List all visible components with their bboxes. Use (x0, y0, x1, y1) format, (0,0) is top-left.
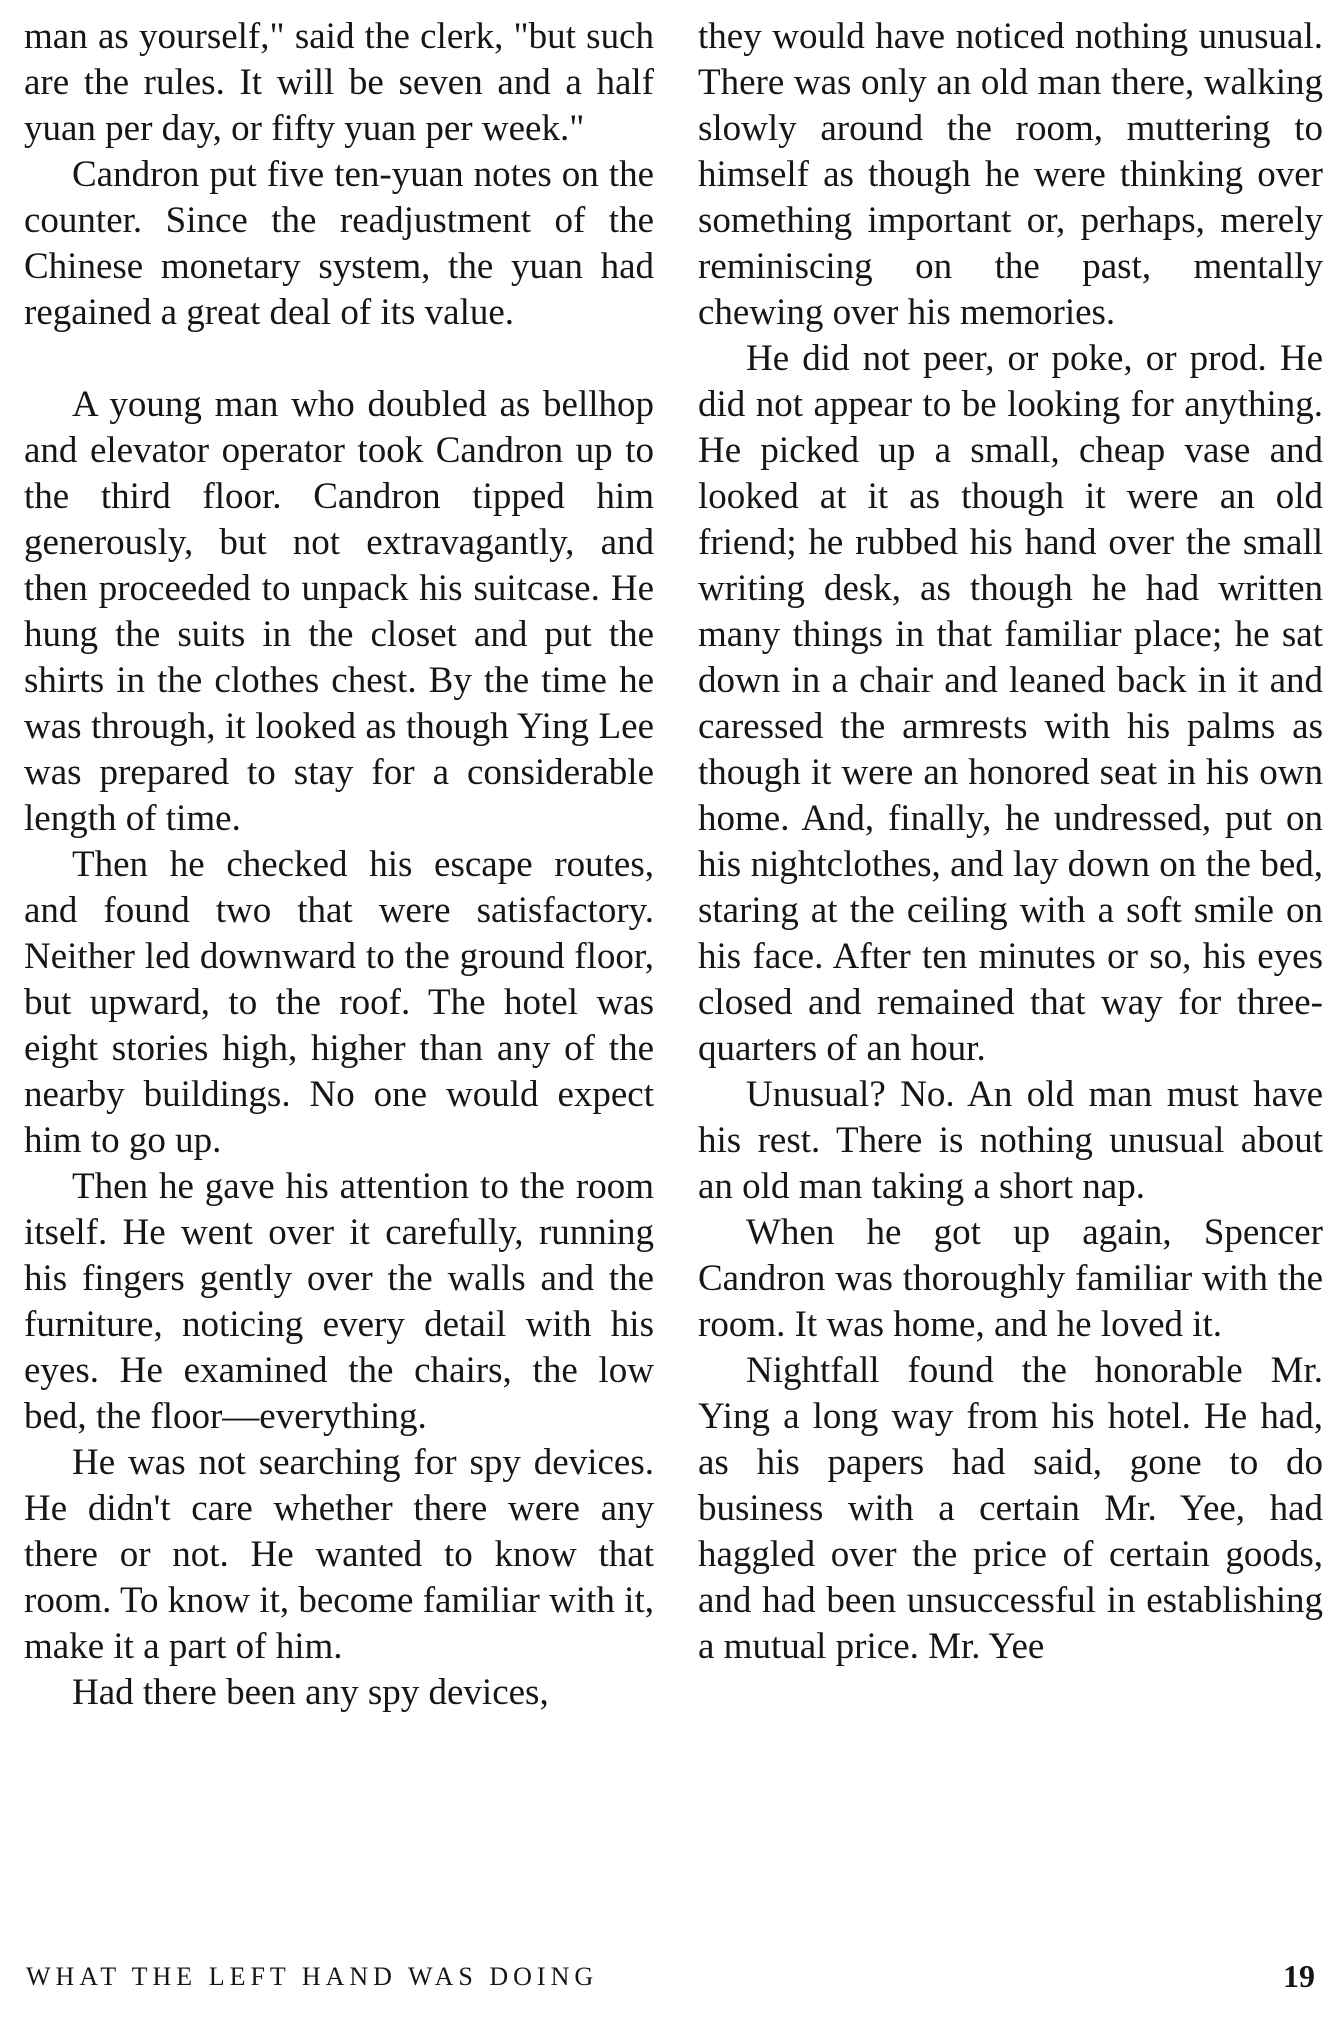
right-column (698, 14, 1323, 1670)
paragraph: When he got up again, Spencer Candron was thoroughly familiar with the room. It was home, and he loved it. (698, 1212, 1323, 1345)
left-column (24, 14, 654, 1716)
paragraph: Candron put five ten-yuan notes on the counter. Since the readjustment of the Chinese monetary system, the yuan had regained a great deal of its value. (24, 154, 654, 333)
page-footer (26, 1958, 1315, 2002)
paragraph: Then he gave his attention to the room itself. He went over it carefully, running his fingers gently over the walls and the furniture, noticing every detail with his eyes. He examined the chairs, the low bed, the floor—everything. (24, 1166, 654, 1437)
page-number: 19 (1283, 1958, 1315, 1994)
paragraph-continuation: man as yourself," said the clerk, "but such are the rules. It will be seven and a half yuan per day, or fifty yuan per week." (24, 16, 654, 149)
paragraph: Had there been any spy devices, (72, 1672, 549, 1713)
running-title: WHAT THE LEFT HAND WAS DOING (26, 1962, 599, 1991)
paragraph: Nightfall found the honorable Mr. Ying a long way from his hotel. He had, as his papers had said, gone to do business with a certain Mr. Yee, had haggled over the price of certain goods, and had been unsuccessful in establishing a mutual price. Mr. Yee (698, 1350, 1323, 1667)
paragraph: He did not peer, or poke, or prod. He did not appear to be looking for anything. He picked up a small, cheap vase and looked at it as though it were an old friend; he rubbed his hand over the small writing desk, as though he had written many things in that familiar place; he sat down in a chair and leaned back in it and caressed the armrests with his palms as though it were an honored seat in his own home. And, finally, he undressed, put on his nightclothes, and lay down on the bed, staring at the ceiling with a soft smile on his face. After ten minutes or so, his eyes closed and remained that way for three-quarters of an hour. (698, 338, 1323, 1069)
paragraph: He was not searching for spy devices. He didn't care whether there were any there or not. He wanted to know that room. To know it, become familiar with it, make it a part of him. (24, 1442, 654, 1667)
paragraph-continuation: they would have noticed nothing unusual. There was only an old man there, walking slowly around the room, muttering to himself as though he were thinking over something important or, perhaps, merely reminiscing on the past, mentally chewing over his memories. (698, 16, 1323, 333)
paragraph-section-start: A young man who doubled as bellhop and elevator operator took Candron up to the third floor. Candron tipped him generously, but not extravagantly, and then proceeded to unpack his suitcase. He hung the suits in the closet and put the shirts in the clothes chest. By the time he was through, it looked as though Ying Lee was prepared to stay for a considerable length of time. (24, 384, 654, 839)
paragraph: Then he checked his escape routes, and found two that were satisfactory. Neither led downward to the ground floor, but upward, to the roof. The hotel was eight stories high, higher than any of the nearby buildings. No one would expect him to go up. (24, 844, 654, 1161)
paragraph: Unusual? No. An old man must have his rest. There is nothing unusual about an old man taking a short nap. (698, 1074, 1323, 1207)
